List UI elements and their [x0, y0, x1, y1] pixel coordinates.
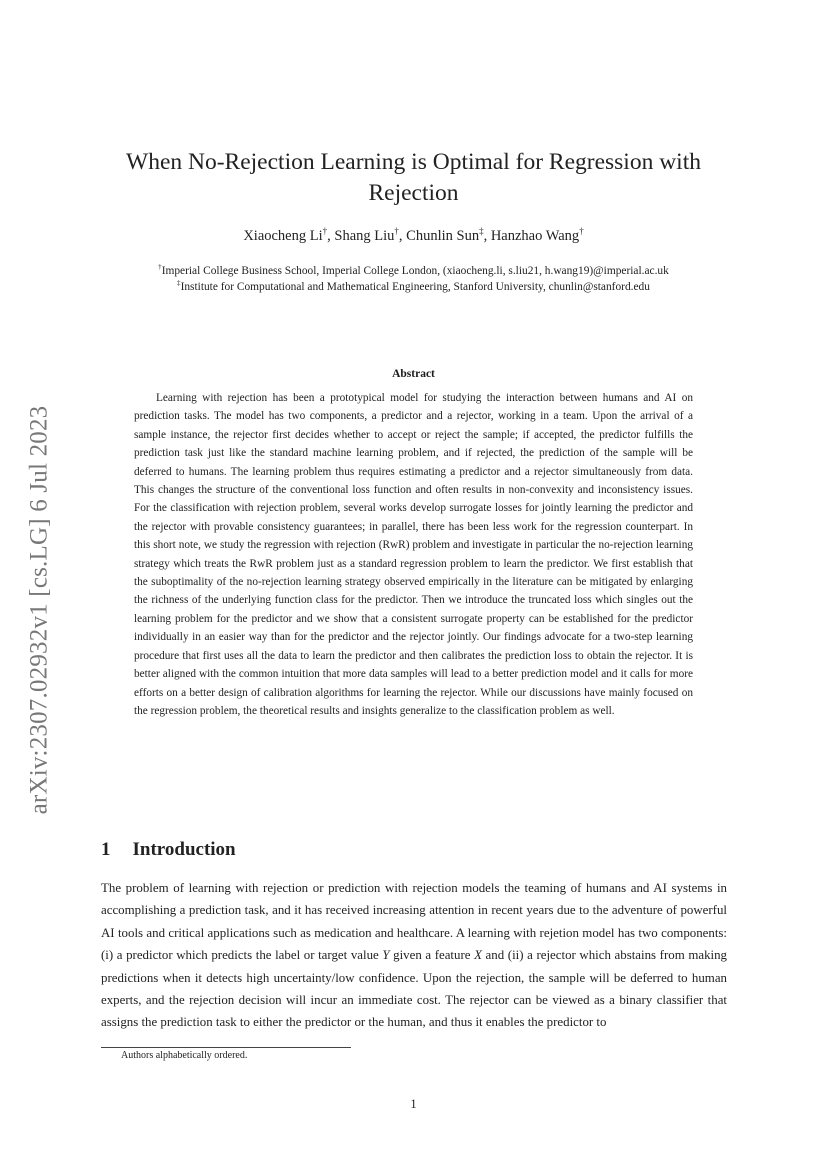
author-list: Xiaocheng Li†, Shang Liu†, Chunlin Sun‡, Hanzhao Wang†: [243, 226, 584, 244]
section-heading: [101, 839, 236, 861]
author: Xiaocheng Li†: [243, 226, 328, 244]
author: Chunlin Sun‡: [406, 226, 484, 244]
section-title: Introduction: [132, 839, 236, 860]
math-var-y: Y: [382, 948, 390, 963]
section-number: 1: [101, 839, 111, 860]
author: Hanzhao Wang†: [490, 226, 584, 244]
arxiv-id: arXiv:2307.02932v1 [cs.LG] 6 Jul 2023: [25, 405, 52, 815]
affiliation: †Imperial College Business School, Imperial College London, (xiaocheng.li, s.liu21, h.wang19)@imperial.ac.uk: [158, 263, 669, 277]
intro-paragraph: The problem of learning with rejection or prediction with rejection models the teaming of humans and AI systems in accomplishing a prediction task, and it has received increasing attention in recent years due to the adventure of powerful AI tools and critical applications such as medication and healthcare. A learning with rejetion model has two components: (i) a predictor which predicts the label or target value Y given a feature X and (ii) a rejector which abstains from making predictions when it detects high uncertainty/low confidence. Upon the rejection, the sample will be deferred to human experts, and the rejection decision will incur an immediate cost. The rejector can be viewed as a binary classifier that assigns the prediction task to either the predictor or the human, and thus it enables the predictor to: [101, 881, 727, 1030]
footnote-rule: [101, 1047, 351, 1048]
arxiv-sidebar-stamp: [14, 380, 64, 840]
affiliations: [90, 263, 737, 295]
abstract-heading: Abstract: [392, 368, 435, 380]
math-var-x: X: [474, 948, 482, 963]
page-number: 1: [410, 1097, 417, 1111]
footnote: Authors alphabetically ordered.: [121, 1050, 248, 1061]
abstract-text: Learning with rejection has been a prototypical model for studying the interaction between humans and AI on prediction tasks. The model has two components, a predictor and a rejector, working in a team. Upon the arrival of a sample instance, the rejector first decides whether to accept or reject the sample; if accepted, the predictor fulfills the prediction task just like the standard machine learning problem, and if rejected, the prediction of the sample will be deferred to humans. The learning problem thus requires estimating a predictor and a rejector simultaneously from data. This changes the structure of the conventional loss function and often results in non-convexity and inconsistency issues. For the classification with rejection problem, several works develop surrogate losses for jointly learning the predictor and the rejector with provable consistency guarantees; in parallel, there has been less work for the regression counterpart. In this short note, we study the regression with rejection (RwR) problem and investigate in particular the no-rejection learning strategy which treats the RwR problem just as a standard regression problem to learn the predictor. We first establish that the suboptimality of the no-rejection learning strategy observed empirically in the literature can be mitigated by enlarging the richness of the underlying function class for the predictor. Then we introduce the truncated loss which singles out the learning problem for the predictor and we show that a consistent surrogate property can be established for the predictor individually in an easier way than for the predictor and the rejector jointly. Our findings advocate for a two-step learning procedure that first uses all the data to learn the predictor and then calibrates the prediction loss to obtain the rejector. It is better aligned with the common intuition that more data samples will lead to a better prediction model and it calls for more efforts on a better design of calibration algorithms for learning the rejector. While our discussions have mainly focused on the regression problem, the theoretical results and insights generalize to the classification problem as well.: [134, 392, 693, 717]
affiliation: ‡Institute for Computational and Mathematical Engineering, Stanford University, chunlin@stanford.edu: [177, 279, 650, 293]
author: Shang Liu†: [334, 226, 399, 244]
paper-title: When No-Rejection Learning is Optimal for Regression with Rejection: [126, 149, 701, 206]
